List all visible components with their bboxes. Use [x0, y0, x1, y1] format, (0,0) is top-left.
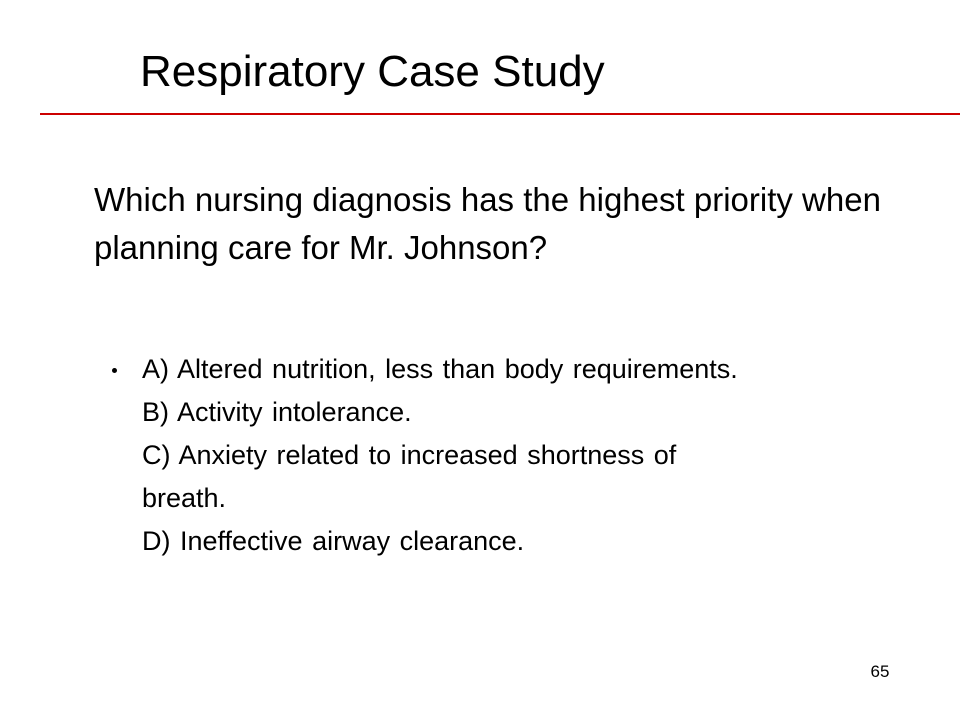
- question-text: Which nursing diagnosis has the highest priority when planning care for Mr. Johnson?: [94, 181, 881, 266]
- options-text: [142, 348, 960, 563]
- dot-bullet-icon: [112, 368, 117, 373]
- title-underline: [40, 113, 960, 115]
- option-line: A) Altered nutrition, less than body requirements.: [142, 354, 738, 384]
- option-line: C) Anxiety related to increased shortness of: [142, 440, 677, 470]
- option-line: D) Ineffective airway clearance.: [142, 526, 525, 556]
- page-number: 65: [870, 662, 890, 681]
- slide-title: Respiratory Case Study: [140, 47, 605, 96]
- option-line: B) Activity intolerance.: [142, 397, 412, 427]
- option-line: breath.: [142, 483, 227, 513]
